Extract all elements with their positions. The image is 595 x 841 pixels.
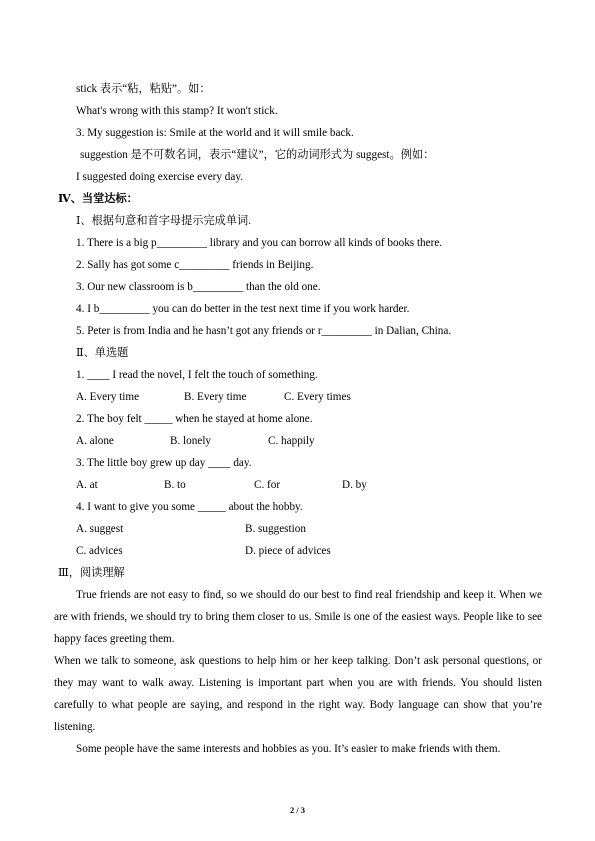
option: B. lonely — [170, 435, 212, 447]
option: C. happily — [268, 435, 315, 447]
question-text: 3. The little boy grew up day ____ day. — [76, 457, 252, 469]
option: C. for — [254, 479, 281, 491]
option: A. Every time — [76, 391, 140, 403]
option: A. suggest — [76, 523, 124, 535]
paragraph: Some people have the same interests and hobbies as you. It’s easier to make friends with them. — [76, 743, 501, 755]
option: B. Every time — [184, 391, 247, 403]
subsection-title: Ⅰ、根据句意和首字母提示完成单词. — [76, 215, 252, 227]
section-heading: Ⅲ，阅读理解 — [58, 567, 125, 579]
exercise-item: 2. Sally has got some c_________ friends in Beijing. — [76, 259, 314, 271]
question-text: 2. The boy felt _____ when he stayed at home alone. — [76, 413, 313, 425]
paragraph: When we talk to someone, ask questions to help him or her keep talking. Don’t ask personal questions, or they may want to walk away. Listening is important part when you are with friends. You should listen carefully to what people are saying, and respond in the right way. Body language can show that you’re listening. — [54, 655, 542, 733]
option: D. by — [342, 479, 367, 491]
option: D. piece of advices — [245, 545, 331, 557]
text-line: I suggested doing exercise every day. — [76, 171, 244, 183]
option: C. advices — [76, 545, 123, 557]
text-line: 3. My suggestion is: Smile at the world and it will smile back. — [76, 127, 354, 139]
paragraph: True friends are not easy to find, so we should do our best to find real friendship and keep it. When we are with friends, we should try to bring them closer to us. Smile is one of the easiest ways. People like to see happy faces greeting them. — [54, 589, 542, 645]
exercise-item: 3. Our new classroom is b_________ than the old one. — [76, 281, 321, 293]
text-line: suggestion 是不可数名词，表示“建议”，它的动词形式为 suggest。例如： — [80, 149, 435, 161]
question-text: 1. ____ I read the novel, I felt the touch of something. — [76, 369, 318, 381]
exercise-item: 5. Peter is from India and he hasn’t got any friends or r_________ in Dalian, China. — [76, 325, 452, 337]
option: B. to — [164, 479, 186, 491]
exercise-item: 1. There is a big p_________ library and you can borrow all kinds of books there. — [76, 237, 443, 249]
section-heading: Ⅳ、当堂达标： — [58, 193, 138, 205]
subsection-title: Ⅱ、单选题 — [76, 347, 129, 359]
question-text: 4. I want to give you some _____ about the hobby. — [76, 501, 303, 513]
reading-passage — [54, 584, 542, 760]
option: A. alone — [76, 435, 114, 447]
text-line: What's wrong with this stamp? It won't stick. — [76, 105, 278, 117]
option: C. Every times — [284, 391, 351, 403]
option: A. at — [76, 479, 98, 491]
exercise-item: 4. I b_________ you can do better in the test next time if you work harder. — [76, 303, 410, 315]
page-number: 2 / 3 — [289, 805, 306, 815]
text-line: stick 表示“粘，粘贴”。如： — [76, 83, 211, 95]
option: B. suggestion — [245, 523, 306, 535]
